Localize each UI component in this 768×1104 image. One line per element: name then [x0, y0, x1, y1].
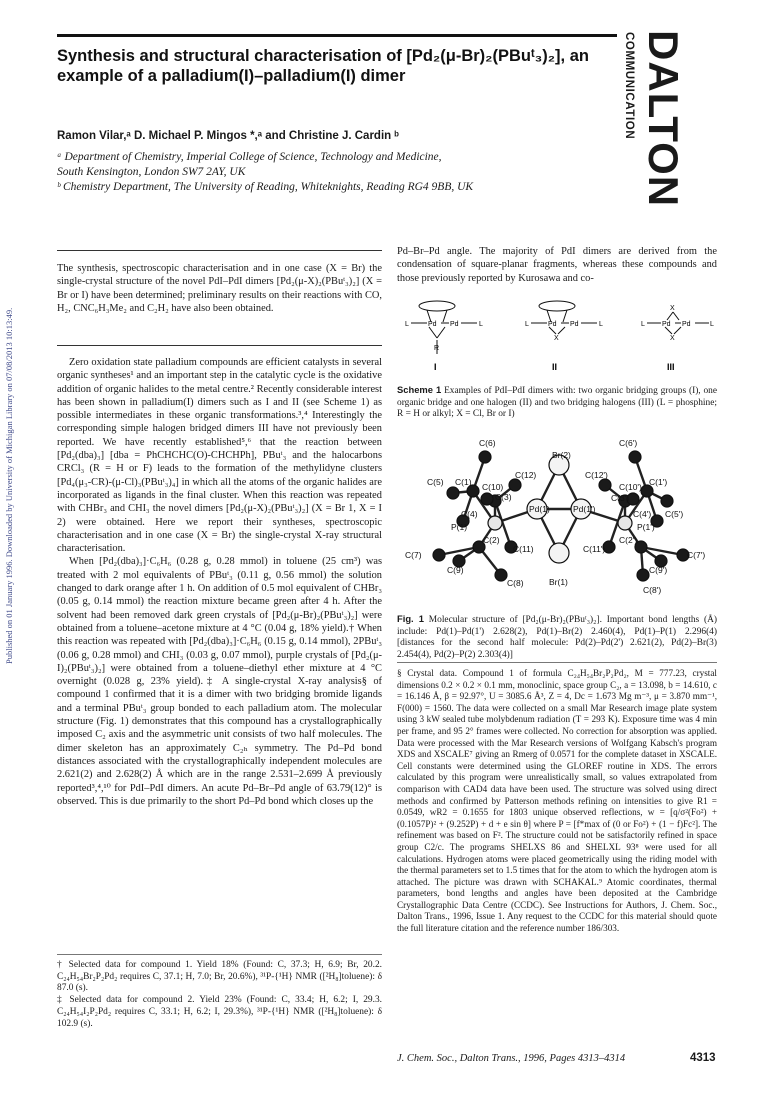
atom-sphere — [509, 479, 521, 491]
crystal-rule — [397, 662, 717, 663]
atom-sphere — [447, 487, 459, 499]
title-rule — [57, 34, 617, 37]
cp-ring-shape — [419, 301, 455, 311]
figure-caption-text: Molecular structure of [Pd₂(μ-Br)₂(PBuᵗ₃)₂]. Important bond lengths (Å) include: Pd(1)–Pd(1') 2.628(2), Pd(1)–Br(2) 2.460(4), Pd(1)–P(1) 2.296(4) [distances for the second half molecule: Pd(2)–Pd(2') 2.621(2), Pd(2)–Br(3) 2.454(4), Pd(2)–P(2) 2.303(4)] — [397, 615, 718, 661]
article-title: Synthesis and structural characterisation of [Pd₂(μ-Br)₂(PBuᵗ₃)₂], an example of a palladium(I)–palladium(I) dimer — [57, 47, 589, 85]
atom-label: C(8) — [507, 578, 524, 588]
atom-label: C(7) — [405, 550, 422, 560]
journal-citation: J. Chem. Soc., Dalton Trans., 1996, Pages 4313–4314 — [397, 1053, 626, 1064]
footnotes — [57, 960, 382, 1030]
atom-label: C(6') — [619, 438, 638, 448]
atom-sphere — [433, 549, 445, 561]
atom-label: C(10) — [482, 482, 504, 492]
affiliation-line: ᵇ Chemistry Department, The University of Reading, Whiteknights, Reading RG4 9BB, UK — [57, 181, 474, 193]
atom-sphere — [549, 543, 569, 563]
atom-label: Br(1) — [549, 577, 568, 587]
atom-sphere — [481, 493, 493, 505]
scheme-ligand-label: L — [641, 321, 645, 328]
affiliations — [57, 150, 617, 195]
abstract-top-rule — [57, 250, 382, 251]
scheme-label-iii: III — [667, 362, 675, 372]
atom-label: C(3') — [611, 493, 630, 503]
atom-label: C(1) — [455, 477, 472, 487]
footnote-rule — [57, 954, 382, 955]
scheme-label-ii: II — [552, 362, 558, 372]
footnote: ‡ Selected data for compound 2. Yield 23% (Found: C, 33.4; H, 6.2; I, 29.3. C₂₄H₅₄I₂P₂Pd₂ requires C, 33.1; H, 6.2; I, 29.3%), ³¹P-{¹H} NMR ([²H₈]toluene): δ 102.9 (s). — [57, 995, 382, 1029]
atom-label: C(3) — [495, 492, 512, 502]
atom-label: C(5') — [665, 509, 684, 519]
atom-sphere — [629, 451, 641, 463]
atom-label: C(12') — [585, 470, 608, 480]
scheme-metal-label: Pd — [682, 321, 691, 328]
atom-label: C(11') — [583, 544, 606, 554]
atom-label: C(2) — [483, 535, 500, 545]
atom-label: C(6) — [479, 438, 496, 448]
scheme-r-label: R — [434, 345, 440, 352]
atom-sphere — [488, 516, 502, 530]
atom-label: Br(2) — [552, 450, 571, 460]
scheme-metal-label: Pd — [450, 321, 459, 328]
scheme-ligand-label: L — [405, 321, 409, 328]
page-number: 4313 — [690, 1052, 716, 1064]
journal-tag-section: COMMUNICATION — [623, 32, 635, 140]
atom-label: C(2') — [619, 535, 638, 545]
scheme-caption-label: Scheme 1 — [397, 384, 442, 395]
scheme-metal-label: Pd — [662, 321, 671, 328]
atom-sphere — [599, 479, 611, 491]
figure-1-structure — [397, 425, 717, 595]
atom-sphere — [661, 495, 673, 507]
abstract: The synthesis, spectroscopic characterisation and in one case (X = Br) the single-crystal structure of the novel PdI–PdI dimers [Pd₂(μ-X)₂(PBuᵗ₃)₂] (X = Br or I) have been determined; preliminary results on their reactions with CO, H₂, CNC₆H₃Me₂ and C₂H₂ have also been obtained. — [57, 263, 382, 314]
scheme-metal-label: Pd — [570, 321, 579, 328]
footnote: † Selected data for compound 1. Yield 18% (Found: C, 37.3; H, 6.9; Br, 20.2. C₂₄H₅₄Br₂P₂Pd₂ requires C, 37.1; H, 7.0; Br, 20.6%), ³¹P-{¹H} NMR ([²H₈]toluene): δ 87.0 (s). — [57, 960, 382, 994]
atom-sphere — [479, 451, 491, 463]
atom-label: C(7') — [687, 550, 706, 560]
scheme-ligand-label: L — [599, 321, 603, 328]
atom-sphere — [495, 569, 507, 581]
scheme-x-label: X — [670, 335, 675, 342]
body-left — [57, 356, 382, 808]
journal-tag-name: DALTON — [640, 30, 687, 208]
abstract-bottom-rule — [57, 345, 382, 346]
affiliation-line: ᵃ Department of Chemistry, Imperial College of Science, Technology and Medicine, — [57, 151, 442, 163]
journal-tag — [621, 28, 687, 208]
paragraph: When [Pd₂(dba)₃]·C₆H₆ (0.28 g, 0.28 mmol) in toluene (25 cm³) was treated with 2 mol equivalents of PBuᵗ₃ (0.11 g, 0.56 mmol) the solution changed to dark orange after 1 h. On addition of 0.5 mol equivalent of CHBr₃ (0.05 g, 0.14 mmol) the reaction mixture became green after 4 h. After the solvent had been removed dark green crystals of [Pd₂(μ-Br)₂(PBuᵗ₃)₂] were obtained from a toluene–acetone mixture at 4 °C (0.04 g, 18% yield).† When this reaction was repeated with [Pd₂(dba)₃]·C₆H₆ (0.15 g, 0.14 mmol), 2PBuᵗ₃ (0.06 g, 0.28 mmol) and CHI₃ (0.03 g, 0.07 mmol), purple crystals of [Pd₂(μ-I)₂(PBuᵗ₃)₂] were obtained from a toluene–diethyl ether mixture at 4 °C overnight (0.028 g, 23% yield).‡ A single-crystal X-ray analysis§ of compound 1 confirmed that it is a dimer with two bridging bromide ligands and a terminal PBuᵗ₃ group bonded to each palladium atom. The molecular structure (Fig. 1) demonstrates that this compound has a crystallographically imposed C₂ axis and the asymmetric unit consists of two half molecules. The dimer skeleton has an approximately C₂ₕ symmetry. The Pd–Pd bond distances associated with the crystallographically independent molecules are 2.621(2) and 2.628(2) Å which are in the range 2.531–2.699 Å previously reported³,⁴,¹⁰ for PdI–PdI dimers. An acute Pd–Br–Pd angle of 63.79(12)° is observed. This is due primarily to the short Pd–Pd bond which closes up the — [57, 556, 382, 807]
crystal-data-note: § Crystal data. Compound 1 of formula C₂₄H₅₄Br₂P₂Pd₂, M = 777.23, crystal dimensions 0.2 × 0.2 × 0.1 mm, monoclinic, space group C₂, a = 13.098, b = 14.610, c = 16.146 Å, β = 92.97°, U = 3085.6 Å³, Z = 4, Dc = 1.673 Mg m⁻³, μ = 3.870 mm⁻¹, F(000) = 1560. The data were collected on a small Mar Research image plate system using 3 kW sealed tube molybdenum radiation (T = 293 K). Exposure time was 4 min per frame, and 95 2° frames were collected. No correction for absorption was applied. Data were processed with the Mar Research versions of Wolfgang Kabsch's program XDS and XSCALE⁷ giving an Rmerg of 0.0571 for the complete dataset in XSCALE. Cell constants were determined using the GLOREF routine in XDS. The errors calculated by this program were unrealistically small, so values extrapolated from comparison with CAD4 data have been used. The structure was solved using direct methods and confirmed by Patterson methods refining on intensities to give R1 = 0.0549, wR2 = 0.1655 for 1803 unique observed reflections, w = [q/σ²(Fo²) + (0.1057P)² + (9.252P) + d + e sin θ] where P = [f*max of (0 or Fo²) + (1 − f)Fc²]. The refinement was based on F². The structure could not be satisfactorily refined in space group C2/c. The programs SHELXS 86 and SHELXL 93⁸ were used for all calculations. Hydrogen atoms were placed geometrically using the riding model with the thermal parameters set to 1.5 times that for the atom to which the hydrogen atom is attached. The picture was drawn with SCHAKAL.⁹ Atomic coordinates, thermal parameters, bond lengths and angles have been deposited at the Cambridge Crystallographic Data Centre (CCDC). See Instructions for Authors, J. Chem. Soc., Dalton Trans., 1996, Issue 1. Any request to the CCDC for this material should quote the full literature citation and the reference number 186/303. — [397, 668, 717, 934]
scheme-metal-label: Pd — [428, 321, 437, 328]
scheme-1-drawing — [397, 298, 717, 378]
atom-label: C(8') — [643, 585, 662, 595]
scheme-metal-label: Pd — [548, 321, 557, 328]
atom-label: C(4) — [461, 509, 478, 519]
scheme-ligand-label: L — [479, 321, 483, 328]
atom-label: C(9') — [649, 565, 668, 575]
scheme-ligand-label: L — [710, 321, 714, 328]
publication-side-note — [4, 218, 16, 664]
atom-label: C(4') — [633, 509, 652, 519]
atom-label: C(1') — [649, 477, 668, 487]
author-list: Ramon Vilar,ᵃ D. Michael P. Mingos *,ᵃ and Christine J. Cardin ᵇ — [57, 130, 399, 142]
scheme-label-i: I — [434, 362, 437, 372]
scheme-x-label: X — [554, 335, 559, 342]
scheme-ligand-label: L — [525, 321, 529, 328]
atom-label: Pd(1') — [573, 504, 596, 514]
affiliation-line: South Kensington, London SW7 2AY, UK — [57, 166, 246, 178]
atom-sphere — [618, 516, 632, 530]
scheme-caption-text: Examples of PdI–PdI dimers with: two organic bridging groups (I), one organic bridge and one halogen (II) and two bridging halogens (III) (L = phosphine; R = H or alkyl; X = Cl, Br or I) — [397, 386, 718, 420]
atom-label: C(10') — [619, 482, 642, 492]
atom-label: P(1) — [451, 522, 468, 532]
atom-label: P(1') — [637, 522, 655, 532]
paragraph: Zero oxidation state palladium compounds are efficient catalysts in several organic syntheses¹ and an important step in the catalytic cycle is the oxidative addition of organic halides to the metal centre.² Recently considerable interest has been shown in palladium(I) dimers such as I and II (see Scheme 1) as possible intermediates in these organic transformations.³,⁴ Interestingly the corresponding simple halogen bridged dimers III have not previously been reported. We have recently established⁵,⁶ that the reaction between [Pd₂(dba)₃] [dba = PhCHCHC(O)-CHCHPh], PBuᵗ₃ and the halocarbons CRCl₃ (R = H or F) leads to the formation of the methylidyne clusters [Pd₄(μ₃-CR)-(μ-Cl)₃(PBuᵗ₃)₄] in which all the atoms of the organic halides are incorporated as ligands in the final cluster. When this reaction was repeated with CHBr₃ and CHI₃ the novel dimers [Pd₂(μ-X)₂(PBuᵗ₃)₂] (X = Br 1, X = I 2) were obtained. Here we report their syntheses, spectroscopic characterisation and in one case (X = Br) the single-crystal X-ray structural characterisation. — [57, 357, 382, 555]
atom-label: C(9) — [447, 565, 464, 575]
atom-label: Pd(1) — [529, 504, 550, 514]
atom-label: C(11) — [513, 544, 534, 554]
atom-sphere — [637, 569, 649, 581]
paragraph: Pd–Br–Pd angle. The majority of PdI dimers are derived from the condensation of square-planar fragments, whereas these compounds and those previously reported by Kurosawa and co- — [397, 246, 717, 284]
figure-caption-label: Fig. 1 — [397, 613, 424, 624]
scheme-x-label: X — [670, 305, 675, 312]
atom-label: C(12) — [515, 470, 537, 480]
scheme-caption — [397, 384, 717, 421]
body-right — [397, 245, 717, 285]
side-note-text: Published on 01 January 1996. Downloaded by University of Michigan Library on 07/08/2013 10:13:49. — [4, 307, 14, 664]
atom-label: C(5) — [427, 477, 444, 487]
figure-caption — [397, 613, 717, 662]
